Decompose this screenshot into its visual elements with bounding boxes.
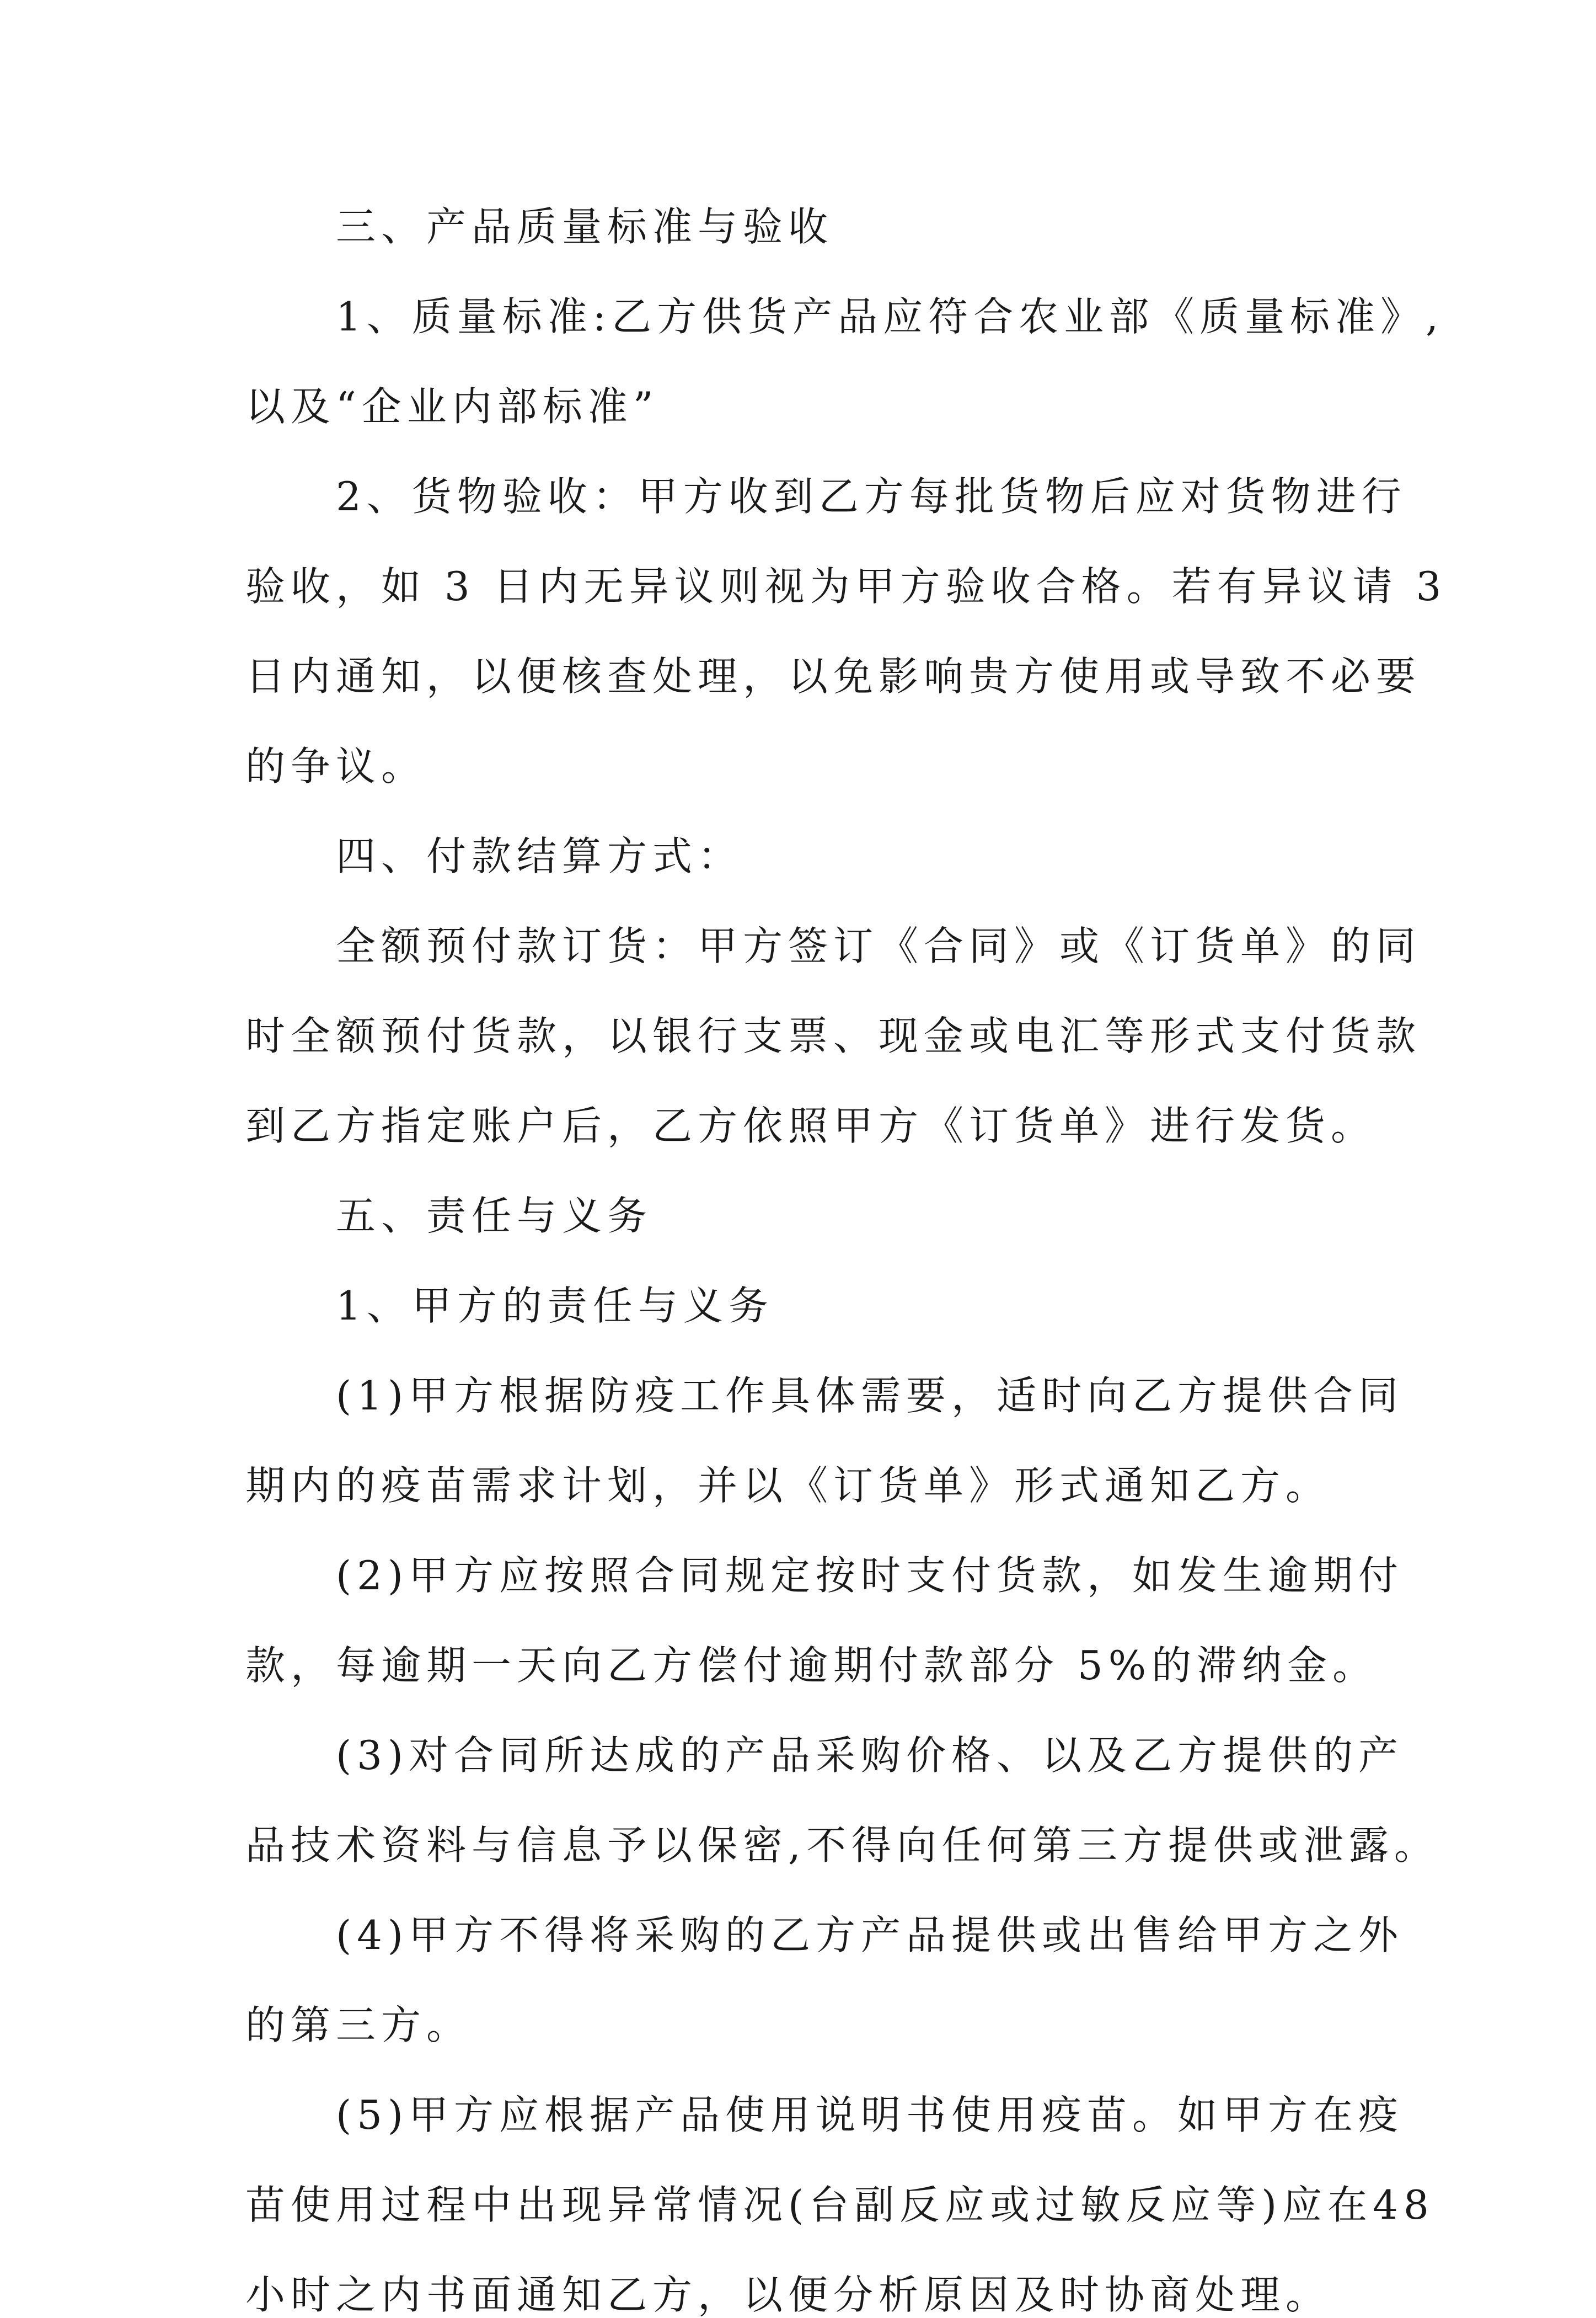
paragraph-line: 到乙方指定账户后，乙方依照甲方《订货单》进行发货。 <box>245 1103 1377 1149</box>
section-heading: 三、产品质量标准与验收 <box>336 204 834 250</box>
paragraph-line: 品技术资料与信息予以保密,不得向任何第三方提供或泄露。 <box>245 1822 1439 1868</box>
paragraph-line: 验收，如 3 日内无异议则视为甲方验收合格。若有异议请 3 <box>245 563 1447 610</box>
paragraph-line: (4)甲方不得将采购的乙方产品提供或出售给甲方之外 <box>336 1912 1404 1958</box>
paragraph-line: (5)甲方应根据产品使用说明书使用疫苗。如甲方在疫 <box>336 2092 1404 2138</box>
section-heading: 五、责任与义务 <box>336 1193 653 1239</box>
paragraph-line: 款，每逾期一天向乙方偿付逾期付款部分 5%的滞纳金。 <box>245 1642 1378 1689</box>
paragraph-line: 全额预付款订货：甲方签订《合同》或《订货单》的同 <box>336 923 1422 969</box>
paragraph-line: 小时之内书面通知乙方，以便分析原因及时协商处理。 <box>245 2272 1331 2318</box>
paragraph-line: 以及“企业内部标准” <box>245 383 659 430</box>
paragraph-line: 日内通知，以便核查处理，以免影响贵方使用或导致不必要 <box>245 653 1422 699</box>
paragraph-line: 的争议。 <box>245 743 427 789</box>
paragraph-line: (2)甲方应按照合同规定按时支付货款，如发生逾期付 <box>336 1552 1404 1599</box>
paragraph-line: (1)甲方根据防疫工作具体需要，适时向乙方提供合同 <box>336 1372 1404 1419</box>
subsection-heading: 1、甲方的责任与义务 <box>336 1283 774 1329</box>
paragraph-line: 的第三方。 <box>245 2002 472 2048</box>
paragraph-line: 1、质量标准:乙方供货产品应符合农业部《质量标准》, <box>336 293 1444 340</box>
section-heading: 四、付款结算方式： <box>336 833 743 879</box>
paragraph-line: 期内的疫苗需求计划，并以《订货单》形式通知乙方。 <box>245 1462 1331 1509</box>
paragraph-line: (3)对合同所达成的产品采购价格、以及乙方提供的产 <box>336 1732 1404 1778</box>
document-page <box>245 204 1447 2318</box>
paragraph-line: 时全额预付货款，以银行支票、现金或电汇等形式支付货款 <box>245 1013 1422 1059</box>
paragraph-line: 2、货物验收：甲方收到乙方每批货物后应对货物进行 <box>336 473 1407 520</box>
paragraph-line: 苗使用过程中出现异常情况(台副反应或过敏反应等)应在48 <box>245 2182 1434 2228</box>
